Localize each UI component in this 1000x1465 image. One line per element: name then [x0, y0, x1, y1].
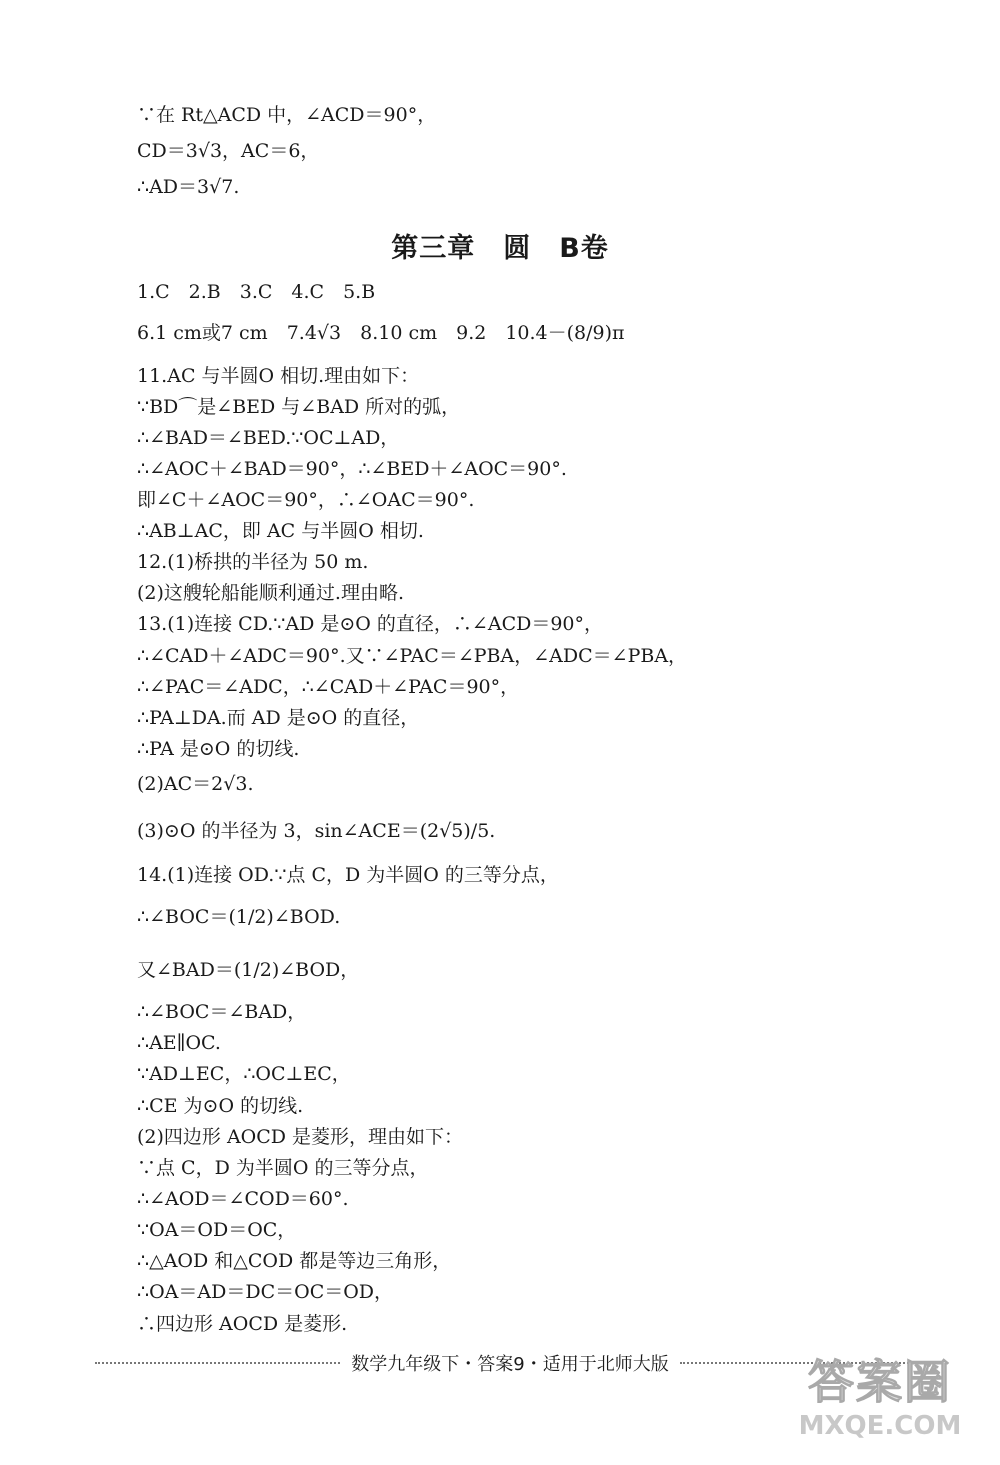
- footer-rule-left: [95, 1362, 340, 1364]
- page-footer: 数学九年级下・答案9・适用于北师大版: [340, 1350, 680, 1376]
- answer-line: ∴四边形 AOCD 是菱形.: [137, 1313, 348, 1335]
- text-line-3: ∴AD＝3√7.: [137, 176, 240, 198]
- answer-line: ∵点 C，D 为半圆O 的三等分点，: [137, 1157, 429, 1179]
- answer-line: ∴∠BAD＝∠BED.∵OC⊥AD，: [137, 427, 400, 449]
- answer-line: ∴AE∥OC.: [137, 1032, 221, 1054]
- answer-line: (2)四边形 AOCD 是菱形，理由如下：: [137, 1126, 464, 1148]
- answer-line: ∵BD⌒是∠BED 与∠BAD 所对的弧，: [137, 396, 461, 418]
- answer-line: ∵AD⊥EC，∴OC⊥EC，: [137, 1063, 351, 1085]
- answer-line: ∴PA⊥DA.而 AD 是⊙O 的直径，: [137, 707, 420, 729]
- answer-line: 12.(1)桥拱的半径为 50 m.: [137, 551, 369, 573]
- answer-line: ∴OA＝AD＝DC＝OC＝OD，: [137, 1281, 394, 1303]
- answer-line: 即∠C＋∠AOC＝90°，∴∠OAC＝90°.: [137, 489, 475, 511]
- answer-line: ∴∠AOC＋∠BAD＝90°，∴∠BED＋∠AOC＝90°.: [137, 458, 567, 480]
- answer-line: 11.AC 与半圆O 相切.理由如下：: [137, 365, 420, 387]
- chapter-title: 第三章 圆 B卷: [391, 233, 609, 264]
- answer-line: ∴AB⊥AC，即 AC 与半圆O 相切.: [137, 520, 424, 542]
- text-line-1: ∵在 Rt△ACD 中，∠ACD＝90°，: [137, 104, 437, 126]
- answer-line: 6.1 cm或7 cm 7.4√3 8.10 cm 9.2 10.4－(8/9)π: [137, 322, 625, 344]
- answer-line: 14.(1)连接 OD.∵点 C，D 为半圆O 的三等分点，: [137, 864, 559, 886]
- answer-line: (2)这艘轮船能顺利通过.理由略.: [137, 582, 404, 604]
- answer-line: 又∠BAD＝(1/2)∠BOD，: [137, 959, 360, 981]
- answer-line: (3)⊙O 的半径为 3，sin∠ACE＝(2√5)/5.: [137, 820, 496, 842]
- answer-line: (2)AC＝2√3.: [137, 773, 254, 795]
- answer-line: ∴∠CAD＋∠ADC＝90°.又∵∠PAC＝∠PBA，∠ADC＝∠PBA，: [137, 645, 688, 667]
- answer-line: ∴∠AOD＝∠COD＝60°.: [137, 1188, 349, 1210]
- answer-line: 1.C 2.B 3.C 4.C 5.B: [137, 281, 376, 303]
- answer-line: 13.(1)连接 CD.∵AD 是⊙O 的直径，∴∠ACD＝90°，: [137, 613, 604, 635]
- answer-line: ∴∠BOC＝(1/2)∠BOD.: [137, 906, 341, 928]
- answer-line: ∴PA 是⊙O 的切线.: [137, 738, 300, 760]
- text-line-2: CD＝3√3，AC＝6，: [137, 140, 320, 162]
- watermark-url: MXQE.COM: [798, 1411, 962, 1441]
- answer-line: ∴∠BOC＝∠BAD，: [137, 1001, 307, 1023]
- answer-line: ∴CE 为⊙O 的切线.: [137, 1095, 304, 1117]
- watermark-main: 答案圈: [808, 1355, 952, 1409]
- answer-line: ∴∠PAC＝∠ADC，∴∠CAD＋∠PAC＝90°，: [137, 676, 520, 698]
- watermark-logo: [790, 1353, 970, 1453]
- answer-line: ∴△AOD 和△COD 都是等边三角形，: [137, 1250, 452, 1272]
- answer-line: ∵OA＝OD＝OC，: [137, 1219, 297, 1241]
